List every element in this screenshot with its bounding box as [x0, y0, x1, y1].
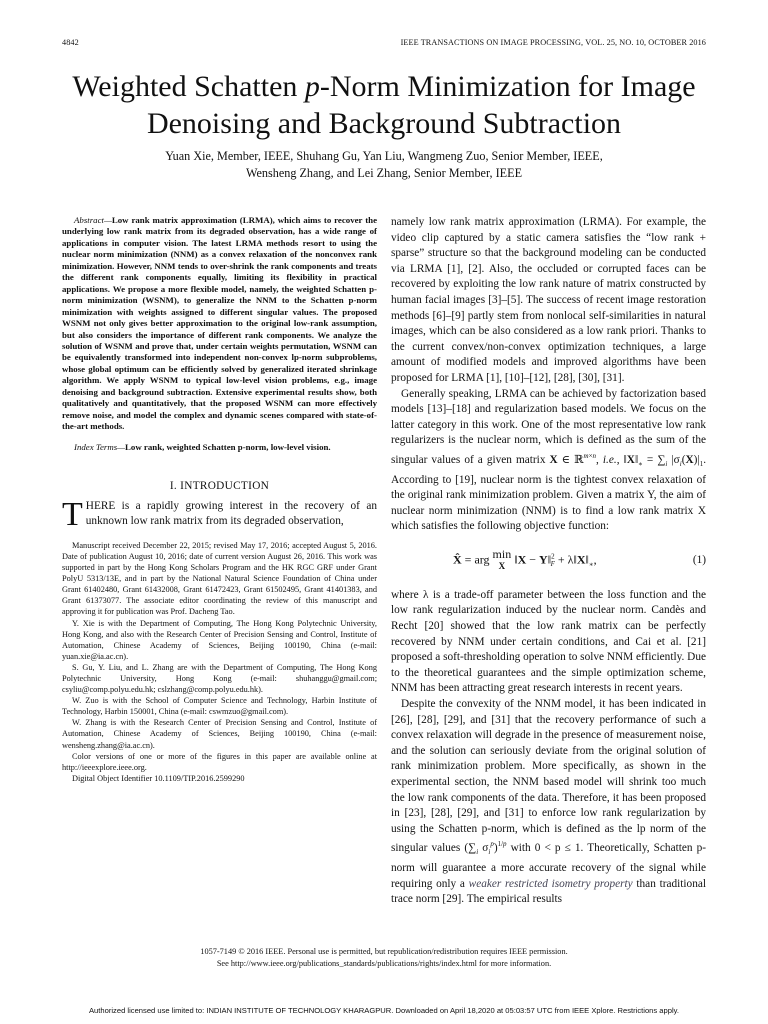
- paragraph: namely low rank matrix approximation (LRMA). For example, the video clip captured by a static camera satisfies the “low rank + sparse” structure so that the background modeling can be conducted via LRMA [1], [2]. Also, the occluded or corrupted faces can be recovered by exploiting the low rank nature of matrix constructed by human facial images [3]–[5]. The success of recent image restoration methods [6]–[9] partly stem from nonlocal self-similarities in natural images, which can be also considered as a low rank priori. Thanks to the current convex/non-convex optimization techniques, a large amount of modified models and improved algorithms have been proposed for LRMA [1], [10]–[12], [28], [30], [31].: [391, 216, 706, 384]
- footnote-affiliation: W. Zhang is with the Research Center of Precision Sensing and Control, Institute of Automation, Chinese Academy of Sciences, Beijing 100190, China (e-mail: wensheng.zhang@ia.ac.cn).: [62, 718, 377, 750]
- intro-paragraph: THERE is a rapidly growing interest in the recovery of an unknown low rank matrix from its degraded observation,: [62, 495, 377, 533]
- footnote-color: Color versions of one or more of the figures in this paper are available online at http://ieeexplore.ieee.org.: [62, 751, 377, 772]
- footnote-affiliation: Y. Xie is with the Department of Computing, The Hong Kong Polytechnic University, Hong Kong, and also with the Research Center of Precision Sensing and Control, Institute of Automation, Chinese Academy of Sciences, Beijing 100190, China (e-mail: yuan.xie@ia.ac.cn).: [62, 618, 377, 661]
- paper-title: Weighted Schatten p-Norm Minimization for Image Denoising and Background Subtraction: [72, 70, 696, 140]
- abstract-label: Abstract—: [74, 215, 112, 225]
- copyright-notice: [100, 946, 668, 969]
- footnote-affiliation: W. Zuo is with the School of Computer Science and Technology, Harbin Institute of Technology, Harbin 150001, China (e-mail: cswmzuo@gmail.com).: [62, 696, 377, 717]
- authors-line-1: Yuan Xie, Member, IEEE, Shuhang Gu, Yan Liu, Wangmeng Zuo, Senior Member, IEEE,: [165, 149, 603, 163]
- paragraph: Generally speaking, LRMA can be achieved by factorization based models [13]–[18] and regularization based models. We focus on the latter category in this work. One of the most representative low rank regularizers is the nuclear norm, which is defined as the sum of the singular values of a given matrix X ∈ ℝ$^{m\times n}$, i.e., $‖X‖_∗ = \sum_i$ $|\sigma_i(X)|_1$. According to [19], nuclear norm is the tightest convex relaxation of the original rank minimization problem. Given a matrix Y, the aim of nuclear norm minimization (NNM) is to find a low rank matrix X which satisfies the following objective function:: [391, 387, 707, 533]
- abstract-text: Low rank matrix approximation (LRMA), which aims to recover the underlying low rank matrix from its degraded observation, has a wide range of applications in computer vision. The latest LRMA methods resort to using the nuclear norm minimization (NNM) as a convex relaxation of the nonconvex rank minimization. However, NNM tends to over-shrink the rank components and treats the different rank components equally, limiting its flexibility in practical applications. We propose a more flexible model, namely, the weighted Schatten p-norm minimization (WSNM), to generalize the NNM to the Schatten p-norm minimization with weights assigned to different singular values. The proposed WSNM not only gives better approximation to the original low-rank assumption, but also considers the importance of different rank components. We analyze the solution of WSNM and prove that, under certain weights permutation, WSNM can be equivalently transformed into independent non-convex lp-norm subproblems, whose global optimum can be efficiently solved by generalized iterated shrinkage algorithm. We apply WSNM to typical low-level vision problems, e.g., image denoising and background subtraction. Extensive experimental results show, both qualitatively and quantitatively, that the proposed WSNM can more effectively remove noise, and model the complex and dynamic scenes compared with state-of-the-art methods.: [62, 215, 377, 432]
- index-terms-label: Index Terms—: [74, 441, 126, 452]
- authors-line-2: Wensheng Zhang, and Lei Zhang, Senior Member, IEEE: [245, 166, 523, 180]
- paragraph: where λ is a trade-off parameter between the loss function and the low rank regularization induced by the nuclear norm. Candès and Recht [20] showed that the low rank matrix can be perfectly recovered by NNM under certain conditions, and Cai et al. [21] proposed a soft-thresholding operation to solve NNM efficiently. Due to the theoretical guarantees and the simple optimization scheme, NNM has been attracting great research interests in recent years.: [391, 588, 706, 695]
- author-list: [40, 148, 728, 182]
- index-terms-text: Low rank, weighted Schatten p-norm, low-level vision.: [125, 441, 331, 452]
- paragraph: Despite the convexity of the NNM model, it has been indicated in [26], [28], [29], and [31] that the recovery performance of such a convex relaxation will degrade in the presence of measurement noise, and the solution can seriously deviate from the original solution of rank minimization problem. More specifically, as shown in the experimental section, the NNM based model will shrink too much the low rank components of the data. Therefore, it has been proposed in [23], [28], [29], and [31] to enforce low rank regularization by using the Schatten p-norm, which is defined as the lp norm of the singular values ($\sum_i$ $\sigma_i^p)^{1/p}$ with 0 < p ≤ 1. Theoretically, Schatten p-norm will guarantee a more accurate recovery of the signal while requiring only a weaker restricted isometry property than traditional trace norm [29]. The empirical results: [391, 698, 707, 906]
- footnote-manuscript: Manuscript received December 22, 2015; revised May 17, 2016; accepted August 5, 2016. Date of publication August 10, 2016; date of current version August 26, 2016. This work was supported in part by the Hong Kong Scholars Program and the HK RGC GRF under Grant PolyU 5313/13E, and in part by the National Natural Science Foundation of China under Grant 61402480, Grant 61432008, Grant 61472423, Grant 61502495, Grant 41401383, and Grant 61373077. The associate editor coordinating the review of this manuscript and approving it for publication was Prof. Dacheng Tao.: [62, 540, 377, 617]
- section-heading-introduction: I. INTRODUCTION: [169, 480, 270, 493]
- abstract: [62, 215, 377, 433]
- journal-header: IEEE TRANSACTIONS ON IMAGE PROCESSING, VOL. 25, NO. 10, OCTOBER 2016: [400, 38, 706, 47]
- footnote-doi: Digital Object Identifier 10.1109/TIP.2016.2599290: [72, 773, 245, 783]
- left-column: [62, 215, 377, 784]
- drop-cap: T: [62, 495, 83, 533]
- license-footer: Authorized licensed use limited to: INDIAN INSTITUTE OF TECHNOLOGY KHARAGPUR. Downloaded on April 18,2020 at 05:03:57 UTC from IEEE Xplore. Restrictions apply.: [88, 1006, 680, 1015]
- equation-body: X̂ = arg min X ‖X − Y‖$^2_F$ + $\lambda‖X‖_∗$,: [453, 546, 597, 571]
- footnotes: [62, 540, 377, 784]
- footnote-affiliation: S. Gu, Y. Liu, and L. Zhang are with the Department of Computing, The Hong Kong Polytechnic University, Hong Kong (e-mail: shuhanggu@gmail.com; csyliu@comp.polyu.edu.hk; cslzhang@comp.polyu.edu.hk).: [62, 662, 377, 695]
- right-column: [391, 215, 706, 908]
- weaker-rip-emphasis: weaker restricted isometry property: [468, 877, 633, 890]
- index-terms: [62, 442, 377, 453]
- page-number: 4842: [62, 38, 79, 47]
- copyright-line-1: 1057-7149 © 2016 IEEE. Personal use is permitted, but republication/redistribution requires IEEE permission.: [200, 947, 568, 956]
- copyright-line-2: See http://www.ieee.org/publications_standards/publications/rights/index.html for more information.: [216, 958, 552, 968]
- equation-1: [391, 544, 706, 578]
- equation-number: (1): [692, 554, 706, 567]
